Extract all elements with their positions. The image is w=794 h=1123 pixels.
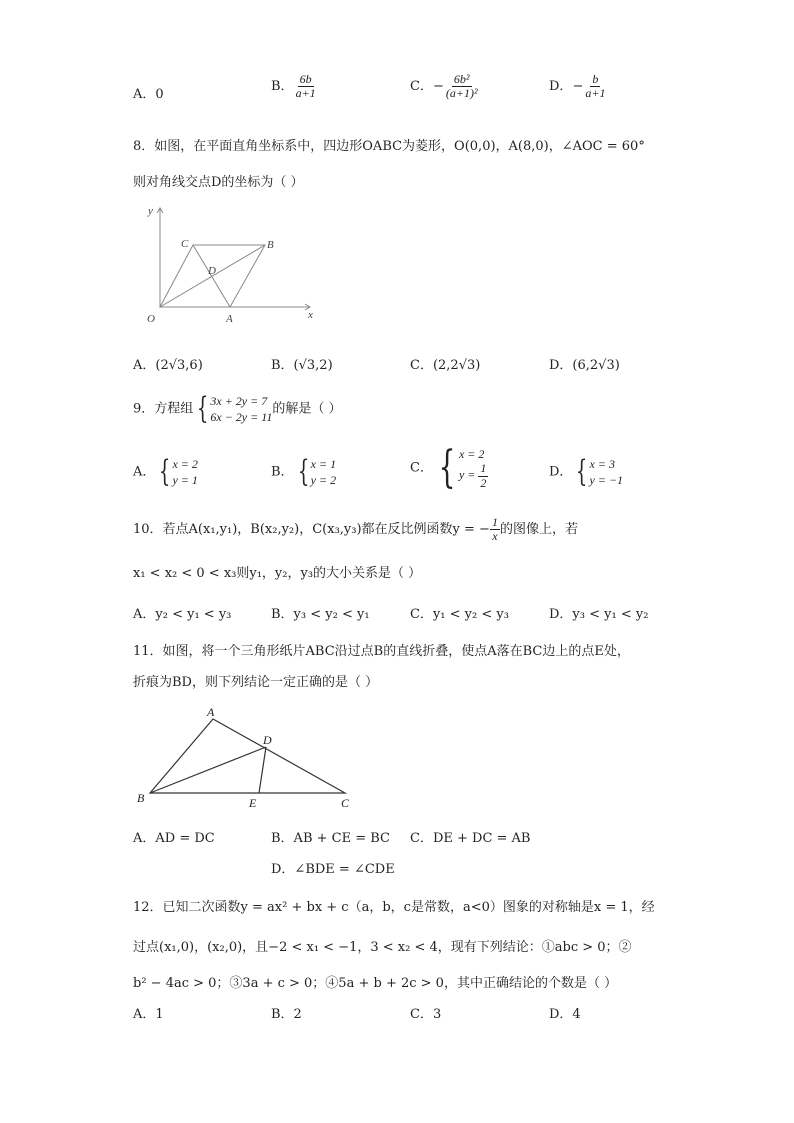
brace-icon: { bbox=[159, 454, 171, 490]
line-2-lhs: y = bbox=[458, 467, 476, 482]
option-label: B． bbox=[271, 464, 294, 480]
label-d: D bbox=[208, 265, 216, 277]
q12-option-d: D．4 bbox=[549, 1007, 581, 1022]
denominator: x bbox=[492, 529, 498, 544]
fraction bbox=[490, 516, 500, 543]
q12-stem-line3: b² − 4ac > 0；③3a + c > 0；④5a + b + 2c > 0，其中正确结论的个数是（ ） bbox=[133, 976, 618, 991]
fraction bbox=[294, 73, 318, 100]
q12-option-c: C．3 bbox=[410, 1007, 442, 1022]
label-o: O bbox=[147, 313, 155, 325]
option-label: A． bbox=[133, 87, 156, 102]
numerator: 6b² bbox=[453, 72, 470, 86]
q11-stem-line1: 11．如图，将一个三角形纸片ABC沿过点B的直线折叠，使点A落在BC边上的点E处， bbox=[133, 644, 630, 659]
q8-option-c: C．(2,2√3) bbox=[410, 358, 481, 373]
q8-option-d: D．(6,2√3) bbox=[549, 358, 620, 373]
equation-2: 6x − 2y = 11 bbox=[210, 410, 273, 425]
q11-option-d: D．∠BDE = ∠CDE bbox=[271, 862, 395, 877]
denominator: 2 bbox=[480, 475, 487, 490]
line-1: x = 1 bbox=[310, 457, 337, 471]
option-value: 0 bbox=[155, 87, 164, 102]
q10-option-a: A．y₂ < y₁ < y₃ bbox=[133, 607, 232, 622]
option-label: C． bbox=[410, 460, 433, 476]
option-label: D． bbox=[549, 464, 573, 480]
q12-option-a: A．1 bbox=[133, 1007, 164, 1022]
denominator: a+1 bbox=[295, 86, 316, 101]
option-label: D． bbox=[549, 79, 573, 95]
q7-option-c bbox=[410, 73, 480, 100]
q8-option-a: A．(2√3,6) bbox=[133, 358, 203, 373]
option-label: A． bbox=[133, 464, 156, 480]
equation-system bbox=[572, 456, 623, 488]
q10-stem-line2: x₁ < x₂ < 0 < x₃则y₁，y₂，y₃的大小关系是（ ） bbox=[133, 566, 422, 581]
brace-icon: { bbox=[197, 391, 209, 427]
numerator: b bbox=[592, 72, 599, 86]
q11-option-a: A．AD = DC bbox=[133, 831, 215, 846]
numerator: 1 bbox=[480, 461, 487, 476]
label-c: C bbox=[341, 796, 350, 810]
option-label: C． bbox=[410, 79, 433, 95]
brace-icon: { bbox=[576, 454, 588, 490]
numerator: 1 bbox=[491, 515, 498, 529]
equation-system bbox=[155, 456, 198, 488]
q12-stem-line2: 过点(x₁,0)，(x₂,0)，且−2 < x₁ < −1，3 < x₂ < 4，现有下列结论：①abc > 0；② bbox=[133, 940, 632, 955]
q9-option-a bbox=[133, 456, 198, 488]
line-2 bbox=[459, 462, 488, 489]
label-a: A bbox=[226, 313, 233, 325]
fraction bbox=[444, 73, 480, 100]
q9-option-b bbox=[271, 456, 336, 488]
label-b: B bbox=[137, 791, 145, 805]
q7-option-a bbox=[133, 83, 164, 102]
equation-system bbox=[294, 456, 337, 488]
q8-option-b: B．(√3,2) bbox=[271, 358, 333, 373]
q8-stem-line2: 则对角线交点D的坐标为（ ） bbox=[133, 175, 304, 190]
label-d: D bbox=[263, 733, 272, 747]
fraction bbox=[583, 73, 607, 100]
q11-triangle-figure bbox=[135, 700, 360, 812]
line-2: y = 1 bbox=[172, 473, 198, 488]
q11-option-b: B．AB + CE = BC bbox=[271, 831, 390, 846]
fold-line-bd bbox=[150, 747, 266, 793]
q9-option-d bbox=[549, 456, 623, 488]
q10-option-c: C．y₁ < y₂ < y₃ bbox=[410, 607, 509, 622]
equation-system bbox=[433, 442, 488, 493]
equation-system bbox=[193, 393, 272, 425]
brace-icon: { bbox=[297, 454, 309, 490]
label-a: A bbox=[207, 705, 215, 719]
line-1: x = 2 bbox=[172, 457, 198, 471]
sign: − bbox=[572, 79, 584, 95]
q10-option-b: B．y₃ < y₂ < y₁ bbox=[271, 607, 370, 622]
q10-line1-part2: 的图像上，若 bbox=[499, 522, 578, 538]
q11-option-c: C．DE + DC = AB bbox=[410, 831, 531, 846]
label-x: x bbox=[308, 309, 313, 321]
brace-icon: { bbox=[438, 442, 456, 493]
option-label: B． bbox=[271, 79, 294, 95]
label-c: C bbox=[181, 238, 189, 250]
q7-option-d bbox=[549, 73, 607, 100]
q9-option-c bbox=[410, 442, 488, 493]
label-y: y bbox=[148, 205, 153, 217]
numerator: 6b bbox=[299, 72, 312, 86]
equation-1: 3x + 2y = 7 bbox=[210, 394, 268, 408]
q9-prefix: 9．方程组 bbox=[133, 401, 194, 417]
q10-option-d: D．y₃ < y₁ < y₂ bbox=[549, 607, 649, 622]
segment-de bbox=[259, 747, 266, 793]
label-e: E bbox=[249, 796, 257, 810]
q9-stem bbox=[133, 393, 341, 425]
q8-stem-line1: 8．如图，在平面直角坐标系中，四边形OABC为菱形，O(0,0)，A(8,0)，∠AOC = 60° bbox=[133, 139, 645, 154]
denominator: a+1 bbox=[585, 86, 606, 101]
line-1: x = 2 bbox=[458, 447, 485, 462]
q12-option-b: B．2 bbox=[271, 1007, 302, 1022]
line-1: x = 3 bbox=[589, 457, 615, 471]
fraction bbox=[478, 462, 488, 489]
q10-stem-line1 bbox=[133, 516, 578, 543]
sign: − bbox=[432, 79, 444, 95]
label-b: B bbox=[267, 239, 274, 251]
line-2: y = 2 bbox=[310, 473, 337, 488]
line-2: y = −1 bbox=[589, 473, 624, 488]
q9-suffix: 的解是（ ） bbox=[272, 401, 342, 417]
q8-rhombus-figure bbox=[138, 200, 323, 328]
q12-stem-line1: 12．已知二次函数y = ax² + bx + c（a，b，c是常数，a<0）图象的对称轴是x = 1，经 bbox=[133, 900, 655, 915]
q7-option-b bbox=[271, 73, 318, 100]
q10-line1-part1: 10．若点A(x₁,y₁)，B(x₂,y₂)，C(x₃,y₃)都在反比例函数y = − bbox=[133, 522, 490, 538]
q11-stem-line2: 折痕为BD，则下列结论一定正确的是（ ） bbox=[133, 675, 379, 690]
denominator: (a+1)² bbox=[445, 86, 478, 101]
